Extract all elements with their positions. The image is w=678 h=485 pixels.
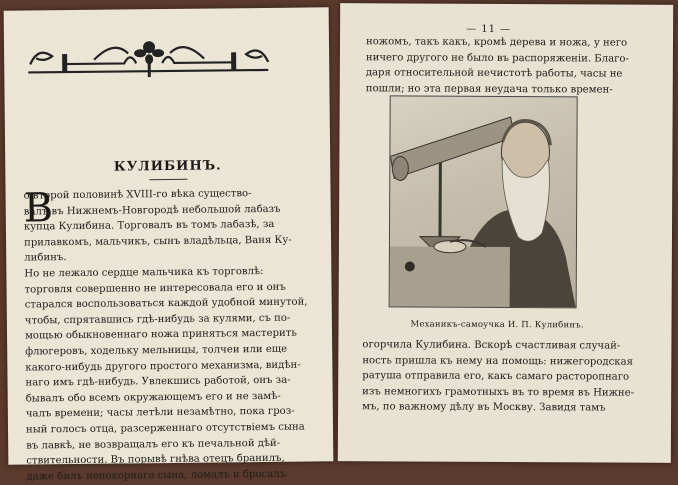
text-line: мъ, по важному дѣлу въ Москву. Завидя тамъ bbox=[362, 400, 634, 417]
right-top-text bbox=[366, 34, 629, 98]
text-line: старался воспользоваться каждой удобной минутой, bbox=[25, 295, 308, 314]
text-line: бывалъ обо всемъ окружающемъ его и не замѣ- bbox=[26, 388, 309, 407]
text-line: чалъ времени; часы летѣли незамѣтно, пока гроз- bbox=[26, 404, 309, 423]
text-line: огорчила Кулибина. Вскорѣ счастливая случай- bbox=[362, 337, 634, 354]
art-nouveau-ornament bbox=[24, 32, 274, 79]
text-line: ность пришла къ нему на помощь: нижегородская bbox=[362, 353, 634, 370]
text-line: прилавкомъ, мальчикъ, сынъ владѣльца, Ваня Ку- bbox=[24, 232, 307, 251]
text-line: даря относительной нечистотѣ работы, часы не bbox=[366, 65, 629, 82]
chapter-title: КУЛИБИНЪ. bbox=[5, 157, 330, 175]
title-rule bbox=[149, 179, 187, 180]
left-page bbox=[4, 7, 334, 464]
text-line: чтобы, спрятавшись гдѣ-нибудь за кулями, съ по- bbox=[25, 310, 308, 329]
text-line: ничего другого не было въ распоряженіи. Благо- bbox=[366, 50, 629, 67]
text-line: изъ немногихъ грамотныхъ въ то время въ Нижне- bbox=[362, 384, 634, 401]
text-line: какого-нибудь другого простого механизма, видѣн- bbox=[25, 357, 308, 376]
text-line: въ лавкѣ, не возвращалъ его къ печальной дѣй- bbox=[26, 435, 309, 454]
text-line: ствительности. Въ порывѣ гнѣва отецъ бранилъ, bbox=[26, 451, 309, 470]
text-line: мощью обыкновеннаго ножа приняться мастерить bbox=[25, 326, 308, 345]
text-line: пошли; но эта первая неудача только времен- bbox=[366, 81, 629, 98]
text-line: либинъ. bbox=[24, 248, 307, 267]
portrait-engraving bbox=[389, 95, 578, 308]
text-line: ратуша отправила его, какъ самаго расторопнаго bbox=[362, 368, 634, 385]
text-line: ный голосъ отца, разсерженнаго отсутствіемъ сына bbox=[26, 419, 309, 438]
right-page bbox=[338, 3, 673, 463]
portrait-caption: Механикъ-самоучка И. П. Кулибинъ. bbox=[410, 320, 583, 331]
text-line: наго имъ гдѣ-нибудь. Увлекшись работой, онъ за- bbox=[25, 373, 308, 392]
text-line: торговля совершенно не интересовала его и онъ bbox=[24, 279, 307, 298]
text-line: о второй половинѣ XVIII-го вѣка существо- bbox=[23, 186, 306, 205]
text-line: валъ въ Нижнемъ-Новгородѣ небольшой лабазъ bbox=[24, 201, 307, 220]
text-line: ножомъ, такъ какъ, кромѣ дерева и ножа, у него bbox=[366, 34, 629, 51]
right-bottom-text bbox=[362, 337, 634, 416]
left-body-text bbox=[23, 186, 309, 485]
text-line: даже билъ непокорнаго сына, ломалъ и бросалъ bbox=[26, 466, 309, 485]
drop-cap: В bbox=[23, 188, 53, 228]
text-line: флюгеровъ, ходельку мельницы, толчеи или еще bbox=[25, 341, 308, 360]
page-number: — 11 — bbox=[466, 24, 511, 35]
portrait-illustration bbox=[390, 96, 577, 307]
text-line: купца Кулибина. Торговалъ въ томъ лабазѣ, за bbox=[24, 217, 307, 236]
text-line: Но не лежало сердце мальчика къ торговлѣ: bbox=[24, 264, 307, 283]
